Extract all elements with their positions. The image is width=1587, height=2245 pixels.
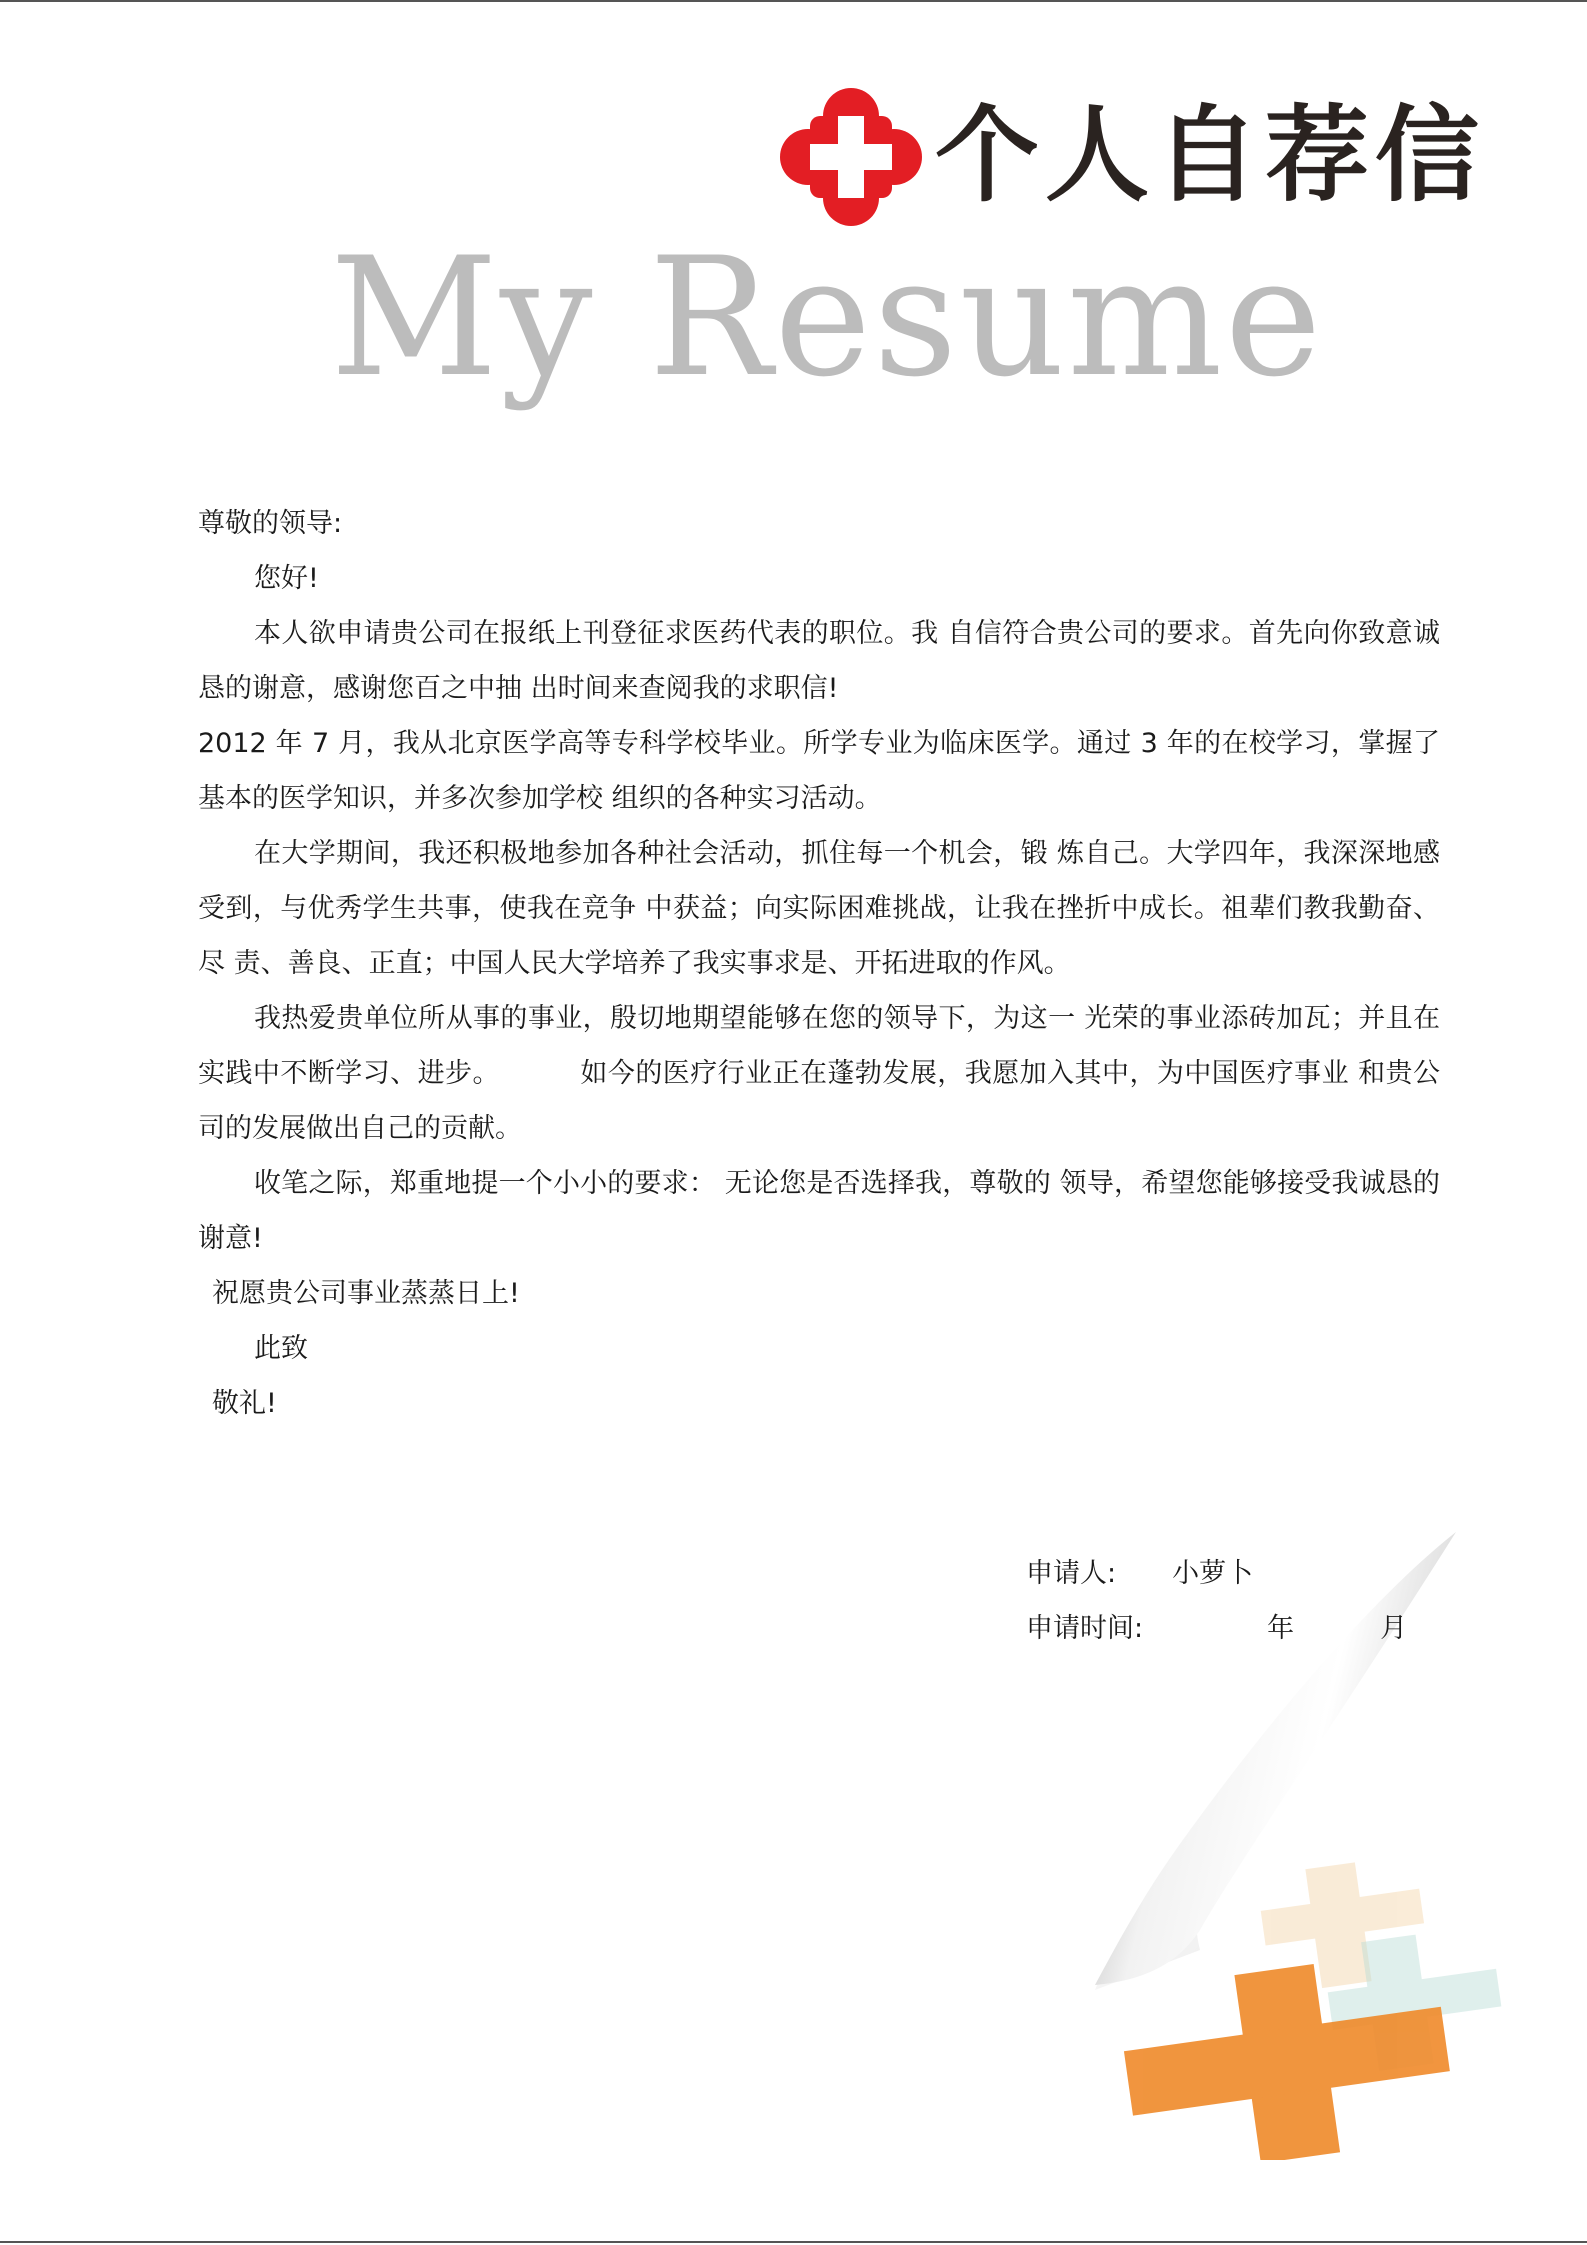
letter-body — [198, 496, 1440, 1431]
letter-hello: 您好! — [254, 563, 319, 594]
applicant-row — [1026, 1546, 1446, 1601]
letter-paragraph-4 — [198, 991, 1440, 1156]
red-cross-icon — [778, 86, 924, 228]
letter-greeting: 尊敬的领导: — [198, 508, 343, 539]
letter-paragraph-2: 2012 年 7 月，我从北京医学高等专科学校毕业。所学专业为临床医学。通过 3 年的在校学习，掌握了基本的医学知识，并多次参加学校 组织的各种实习活动。 — [198, 728, 1440, 814]
resume-watermark: My Resume — [330, 222, 1324, 413]
letter-paragraph-5: 收笔之际，郑重地提一个小小的要求： 无论您是否选择我，尊敬的 领导，希望您能够接受我诚恳的谢意! — [198, 1168, 1440, 1254]
letter-paragraph-3: 在大学期间，我还积极地参加各种社会活动，抓住每一个机会，锻 炼自己。大学四年，我深深地感受到，与优秀学生共事，使我在竞争 中获益；向实际困难挑战，让我在挫折中成长。祖辈们教我勤奋、尽 责、善良、正直；中国人民大学培养了我实事求是、开拓进取的作风。 — [198, 838, 1440, 979]
header-title: 个人自荐信 — [935, 93, 1486, 216]
year-label: 年 — [1267, 1613, 1295, 1644]
date-label: 申请时间: — [1026, 1613, 1144, 1644]
letter-paragraph-4-part-1: 我热爱贵单位所从事的事业，殷切地期望能够在您的领导下，为这一 光荣的事业添砖加瓦；并且在实践中不断学习、进步。 — [198, 1003, 1440, 1089]
letter-wish: 祝愿贵公司事业蒸蒸日上! — [212, 1278, 520, 1309]
letter-paragraph-4-part-2: 如今的医疗行业正在蓬勃发展，我愿加入其中，为中国医疗事业 和贵公司的发展做出自己的贡献。 — [198, 1058, 1440, 1144]
signature-block — [1026, 1546, 1446, 1656]
applicant-name: 小萝卜 — [1172, 1558, 1254, 1589]
orange-crosses-icon — [1100, 1860, 1520, 2160]
month-label: 月 — [1380, 1613, 1408, 1644]
letter-closing-1: 此致 — [254, 1333, 308, 1364]
applicant-label: 申请人: — [1026, 1558, 1117, 1589]
letter-paragraph-1: 本人欲申请贵公司在报纸上刊登征求医药代表的职位。我 自信符合贵公司的要求。首先向你致意诚恳的谢意，感谢您百之中抽 出时间来查阅我的求职信! — [198, 618, 1440, 704]
date-row — [1026, 1601, 1446, 1656]
page-bottom-border — [0, 2241, 1587, 2243]
letter-closing-2: 敬礼! — [212, 1388, 277, 1419]
page-top-border — [0, 0, 1587, 2]
